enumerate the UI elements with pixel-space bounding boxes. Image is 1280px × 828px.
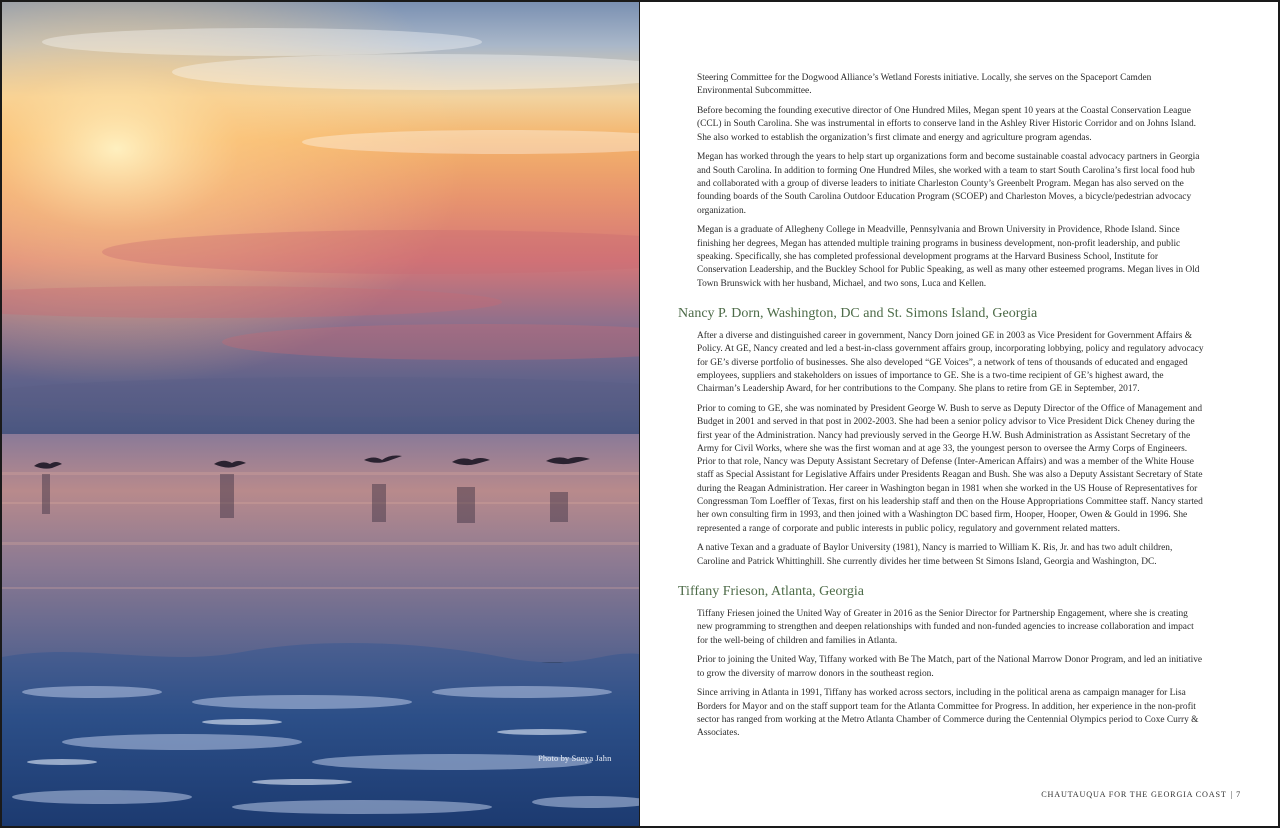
paragraph: After a diverse and distinguished career in government, Nancy Dorn joined GE in 2003 as Vice President for Government Affairs & Policy. At GE, Nancy created and led a best-in-class government affairs group, incorporating lobbying, policy and regulatory advocacy for GE’s diverse portfolio of businesses. She also developed “GE Voices”, a network of tens of thousands of educated and engaged employees, suppliers and stakeholders on issues of importance to GE. She is a two-time recipient of GE’s highest award, the Chairman’s Leadership Award, for her contributions to the Company. She plans to retire from GE in September, 2017. [697, 330, 1204, 395]
paragraph: Megan is a graduate of Allegheny College in Meadville, Pennsylvania and Brown University in Providence, Rhode Island. Since finishing her degrees, Megan has attended multiple training programs in business development, non-profit leadership, and public speaking. Specifically, she has completed professional development programs at the Harvard Business School, Institute for Conservation Leadership, and the Buckley School for Public Speaking, as well as many other esteemed programs. Megan lives in Old Town Brunswick with her husband, Michael, and two sons, Luca and Kellen. [697, 225, 1200, 289]
beach-sunset-photo [2, 2, 639, 826]
photo-credit: Photo by Sonya Jahn [538, 753, 612, 763]
paragraph: Prior to coming to GE, she was nominated by President George W. Bush to serve as Deputy Director of the Office of Management and Budget in 2001 and served in that post in 2002-2003. She had been a senior policy advisor to Vice President Dick Cheney during the first year of the Administration. Nancy had previously served in the George H.W. Bush Administration as Assistant Secretary of the Army for Civil Works, where she was the first woman and at age 33, the youngest person to oversee the Army Corps of Engineers. Prior to that role, Nancy was Deputy Assistant Secretary of Defense (Inter-American Affairs) and was a member of the White House staff as Special Assistant for Legislative Affairs under Presidents Reagan and Bush. She was also a Deputy Assistant Secretary of State during the Reagan Administration. Her career in Washington began in 1981 when she worked in the US House of Representatives for Congressman Tom Loeffler of Texas, first on his leadership staff and then on the House Appropriations Committee staff. Nancy started her own consulting firm in 1993, and then joined with a Washington DC based firm, Hooper, Hooper, Owen & Gould in 1996. She represented a range of corporate and public interests in public policy, regulatory and government related matters. [697, 403, 1203, 534]
pelicans-over-ocean-image [2, 2, 639, 826]
paragraph: Since arriving in Atlanta in 1991, Tiffany has worked across sectors, including in the political arena as campaign manager for Lisa Borders for Mayor and on the staff support team for the Atlanta Committee for Progress. In addition, her experience in the non-profit sector has ranged from working at the Metro Atlanta Chamber of Commerce during the Centennial Olympics period to Coxe Curry & Associates. [697, 688, 1199, 739]
paragraph: Megan has worked through the years to help start up organizations form and become sustainable coastal advocacy partners in Georgia and South Carolina. In addition to forming One Hundred Miles, she worked with a team to start South Carolina’s first local food hub and collaborated with a group of diverse leaders to initiate Charleston County’s Greenbelt Program. Megan has also served on the founding boards of the South Carolina Outdoor Education Program (SCOEP) and Charleston Moves, a bicycle/pedestrian advocacy organization. [697, 152, 1200, 216]
paragraph: Steering Committee for the Dogwood Alliance’s Wetland Forests initiative. Locally, she serves on the Spaceport Camden Environmental Subcommittee. [697, 73, 1152, 97]
section-heading-tiffany-frieson: Tiffany Frieson, Atlanta, Georgia [678, 584, 865, 599]
paragraph: Before becoming the founding executive director of One Hundred Miles, Megan spent 10 years at the Coastal Conservation League (CCL) in South Carolina. She was instrumental in efforts to conserve land in the Ashley River Historic Corridor and on Johns Island. She also worked to establish the organization’s first climate and energy and agriculture program agendas. [697, 106, 1196, 143]
article-body [678, 72, 1205, 747]
paragraph: Prior to joining the United Way, Tiffany worked with Be The Match, part of the National Marrow Donor Program, and led an initiative to grow the diversity of marrow donors in the southeast region. [697, 655, 1203, 679]
publication-name: CHAUTAUQUA FOR THE GEORGIA COAST [1041, 790, 1227, 799]
paragraph: Tiffany Friesen joined the United Way of Greater in 2016 as the Senior Director for Partnership Engagement, where she is creating new programming to strengthen and deepen relationships with funded and non-funded agencies to increase collaboration and impact for the well-being of children and families in Atlanta. [697, 609, 1194, 646]
page-number: 7 [1236, 790, 1241, 799]
footer-separator: | [1230, 790, 1234, 799]
paragraph: A native Texan and a graduate of Baylor University (1981), Nancy is married to William K. Ris, Jr. and has two adult children, Caroline and Patrick Whittinghill. She currently divides her time between St Simons Island, Georgia and Washington, DC. [697, 543, 1173, 567]
page-footer [1041, 790, 1241, 799]
section-heading-nancy-dorn: Nancy P. Dorn, Washington, DC and St. Simons Island, Georgia [678, 305, 1038, 321]
article-page [640, 2, 1278, 826]
